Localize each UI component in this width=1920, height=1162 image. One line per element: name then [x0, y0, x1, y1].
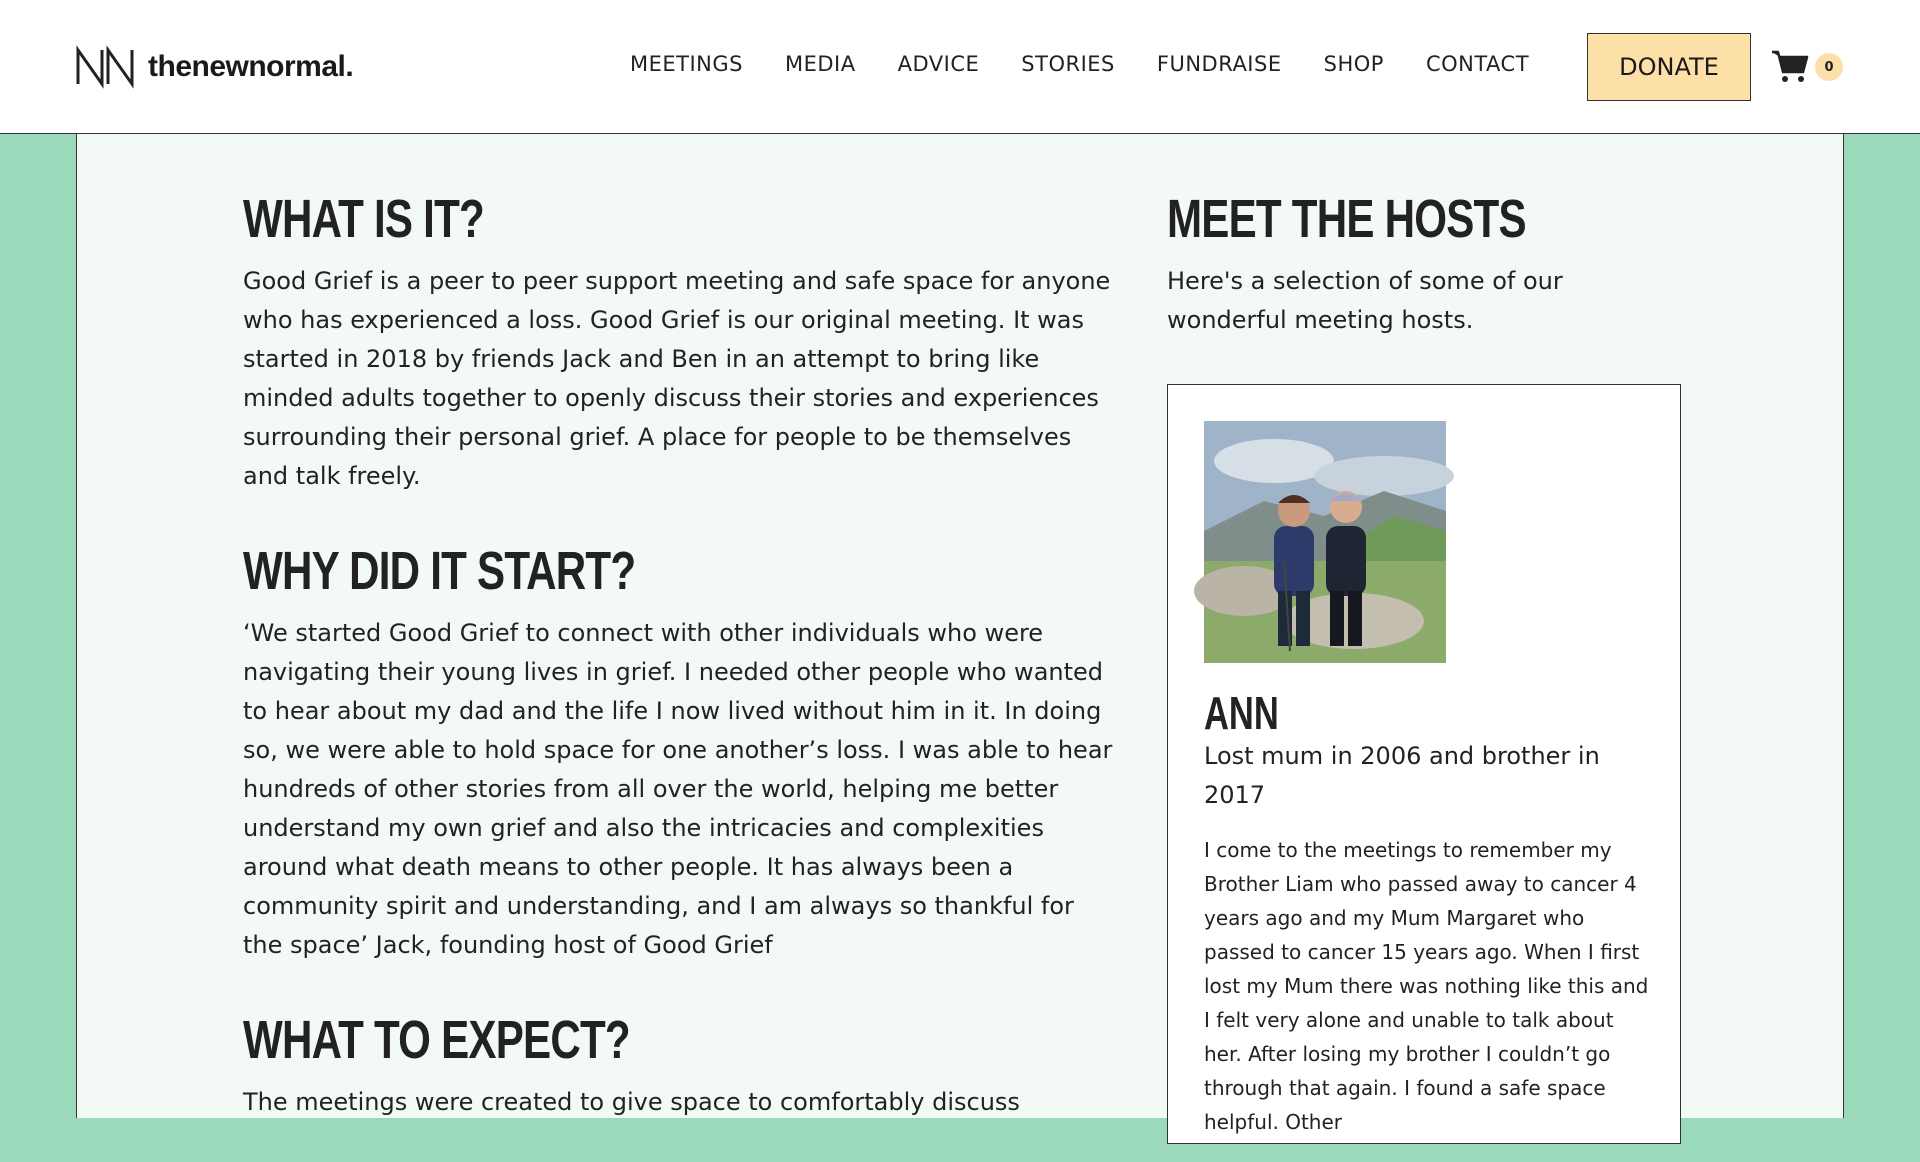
host-card [1167, 384, 1681, 1144]
main-nav [630, 52, 1529, 76]
cart-count-badge: 0 [1815, 53, 1843, 81]
host-bio: I come to the meetings to remember my Brother Liam who passed away to cancer 4 years ago and my Mum Margaret who passed to cancer 15 years ago. When I first lost my Mum there was nothing like this and I felt very alone and unable to talk about her. After losing my brother I couldn’t go through that again. I found a safe space helpful. Other [1204, 838, 1649, 1134]
nav-item-contact[interactable]: CONTACT [1425, 52, 1530, 76]
site-header [0, 0, 1920, 134]
nav-item-fundraise[interactable]: FUNDRAISE [1156, 52, 1282, 76]
section-body: Good Grief is a peer to peer support meeting and safe space for anyone who has experienced a loss. Good Grief is our original meeting. It was started in 2018 by friends Jack and Ben in an attempt to bring like minded adults together to openly discuss their stories and experiences surrounding their personal grief. A place for people to be themselves and talk freely. [243, 267, 1111, 490]
section-why-did-it-start [243, 536, 1113, 965]
nav-item-stories[interactable]: STORIES [1021, 52, 1115, 76]
section-what-to-expect [243, 1005, 1113, 1122]
section-title: WHAT IS IT? [243, 189, 484, 249]
nav-item-meetings[interactable]: MEETINGS [630, 52, 743, 76]
section-body: ‘We started Good Grief to connect with other individuals who were navigating their young lives in grief. I needed other people who wanted to hear about my dad and the life I now lived without him in it. In doing so, we were able to hold space for one another’s loss. I was able to hear hundreds of other stories from all over the world, helping me better understand my own grief and also the intricacies and complexities around what death means to other people. It has always been a community spirit and understanding, and I am always so thankful for the space’ Jack, founding host of Good Grief [243, 619, 1113, 959]
host-photo-image [1204, 421, 1446, 663]
meeting-info-column [243, 184, 1113, 1162]
brand-name: thenewnormal. [148, 50, 354, 83]
host-name: ANN [1204, 687, 1279, 739]
donate-button[interactable]: DONATE [1587, 33, 1751, 101]
section-title: WHAT TO EXPECT? [243, 1010, 630, 1070]
cart-icon[interactable] [1770, 46, 1810, 86]
section-title: WHY DID IT START? [243, 541, 636, 601]
nav-item-media[interactable]: MEDIA [785, 52, 856, 76]
hosts-title: MEET THE HOSTS [1167, 189, 1526, 249]
host-subtitle: Lost mum in 2006 and brother in 2017 [1204, 742, 1600, 809]
site-logo[interactable] [76, 48, 353, 86]
logo-mark-icon [76, 48, 136, 86]
section-body: The meetings were created to give space to comfortably discuss [243, 1088, 1020, 1116]
nav-item-shop[interactable]: SHOP [1323, 52, 1384, 76]
host-photo [1204, 421, 1446, 663]
hosts-column [1167, 184, 1687, 1134]
nav-item-advice[interactable]: ADVICE [897, 52, 980, 76]
content-panel [76, 134, 1844, 1134]
section-what-is-it [243, 184, 1113, 496]
hosts-intro: Here's a selection of some of our wonderful meeting hosts. [1167, 267, 1563, 334]
